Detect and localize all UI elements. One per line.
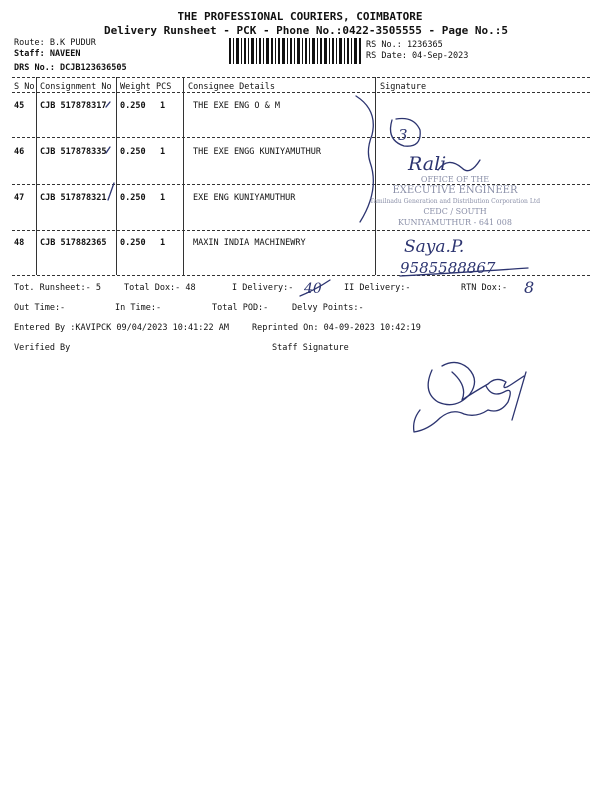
column-header-sno: S No: [14, 82, 35, 92]
row-pcs: 1: [160, 147, 166, 157]
row-sno: 45: [14, 101, 25, 111]
company-title: THE PROFESSIONAL COURIERS, COIMBATORE: [177, 10, 423, 23]
row-weight: 0.250: [120, 238, 146, 248]
row-weight: 0.250: [120, 147, 146, 157]
staff-signature-label: Staff Signature: [272, 343, 349, 353]
row-pcs: 1: [160, 101, 166, 111]
row-consignment: CJB 517882365: [40, 238, 107, 248]
column-header-weight: Weight: [120, 82, 151, 92]
row-consignee: MAXIN INDIA MACHINEWRY: [193, 238, 306, 248]
delvy-points: Delvy Points:-: [292, 303, 364, 313]
row-consignment: CJB 517878321: [40, 193, 107, 203]
total-dox: Total Dox:- 48: [124, 283, 196, 293]
row48-phone: 9585588867: [400, 259, 496, 277]
row-weight: 0.250: [120, 193, 146, 203]
entered-by: Entered By :KAVIPCK 09/04/2023 10:41:22 AM: [14, 323, 229, 333]
row-pcs: 1: [160, 238, 166, 248]
reprinted-on: Reprinted On: 04-09-2023 10:42:19: [252, 323, 421, 333]
column-header-signature: Signature: [380, 82, 427, 92]
drs-number: DRS No.: DCJB123636505: [14, 63, 127, 73]
row-sno: 48: [14, 238, 25, 248]
row-sno: 47: [14, 193, 25, 203]
tot-runsheet: Tot. Runsheet:- 5: [14, 283, 101, 293]
row-pcs: 1: [160, 193, 166, 203]
rs-date: RS Date: 04-Sep-2023: [366, 51, 469, 61]
column-header-consignment: Consignment No: [40, 82, 112, 92]
row-weight: 0.250: [120, 101, 146, 111]
in-time: In Time:-: [115, 303, 162, 313]
row-consignee: THE EXE ENG O & M: [193, 101, 280, 111]
row45-note: 3: [398, 126, 408, 144]
stamp-line: OFFICE OF THE: [420, 175, 490, 184]
total-pod: Total POD:-: [212, 303, 269, 313]
staff-label: Staff: NAVEEN: [14, 49, 81, 59]
row46-signature: Rali: [408, 153, 447, 175]
row-consignee: EXE ENG KUNIYAMUTHUR: [193, 193, 296, 203]
stamp-line: KUNIYAMUTHUR - 641 008: [398, 218, 512, 227]
ii-delivery: II Delivery:-: [344, 283, 411, 293]
out-time: Out Time:-: [14, 303, 66, 313]
i-delivery: I Delivery:-: [232, 283, 294, 293]
row-sno: 46: [14, 147, 25, 157]
column-header-consignee: Consignee Details: [188, 82, 275, 92]
route-label: Route: B.K PUDUR: [14, 38, 96, 48]
rtn-dox-value: 8: [524, 278, 535, 297]
stamp-line: EXECUTIVE ENGINEER: [392, 185, 518, 196]
rs-number: RS No.: 1236365: [366, 40, 443, 50]
row-consignment: CJB 517878335: [40, 147, 107, 157]
row-consignment: CJB 517878317: [40, 101, 107, 111]
i-delivery-value: 40: [304, 281, 322, 297]
stamp-line: CEDC / SOUTH: [423, 207, 487, 216]
rtn-dox: RTN Dox:-: [461, 283, 508, 293]
verified-by: Verified By: [14, 343, 71, 353]
stamp-line: Tamilnadu Generation and Distribution Corporation Ltd: [369, 198, 541, 205]
row48-name: Saya.P.: [404, 237, 465, 257]
runsheet-subtitle: Delivery Runsheet - PCK - Phone No.:0422-3505555 - Page No.:5: [104, 24, 508, 37]
staff-signature-scribble: [414, 362, 526, 432]
column-header-pcs: PCS: [156, 82, 172, 92]
row-consignee: THE EXE ENGG KUNIYAMUTHUR: [193, 147, 321, 157]
